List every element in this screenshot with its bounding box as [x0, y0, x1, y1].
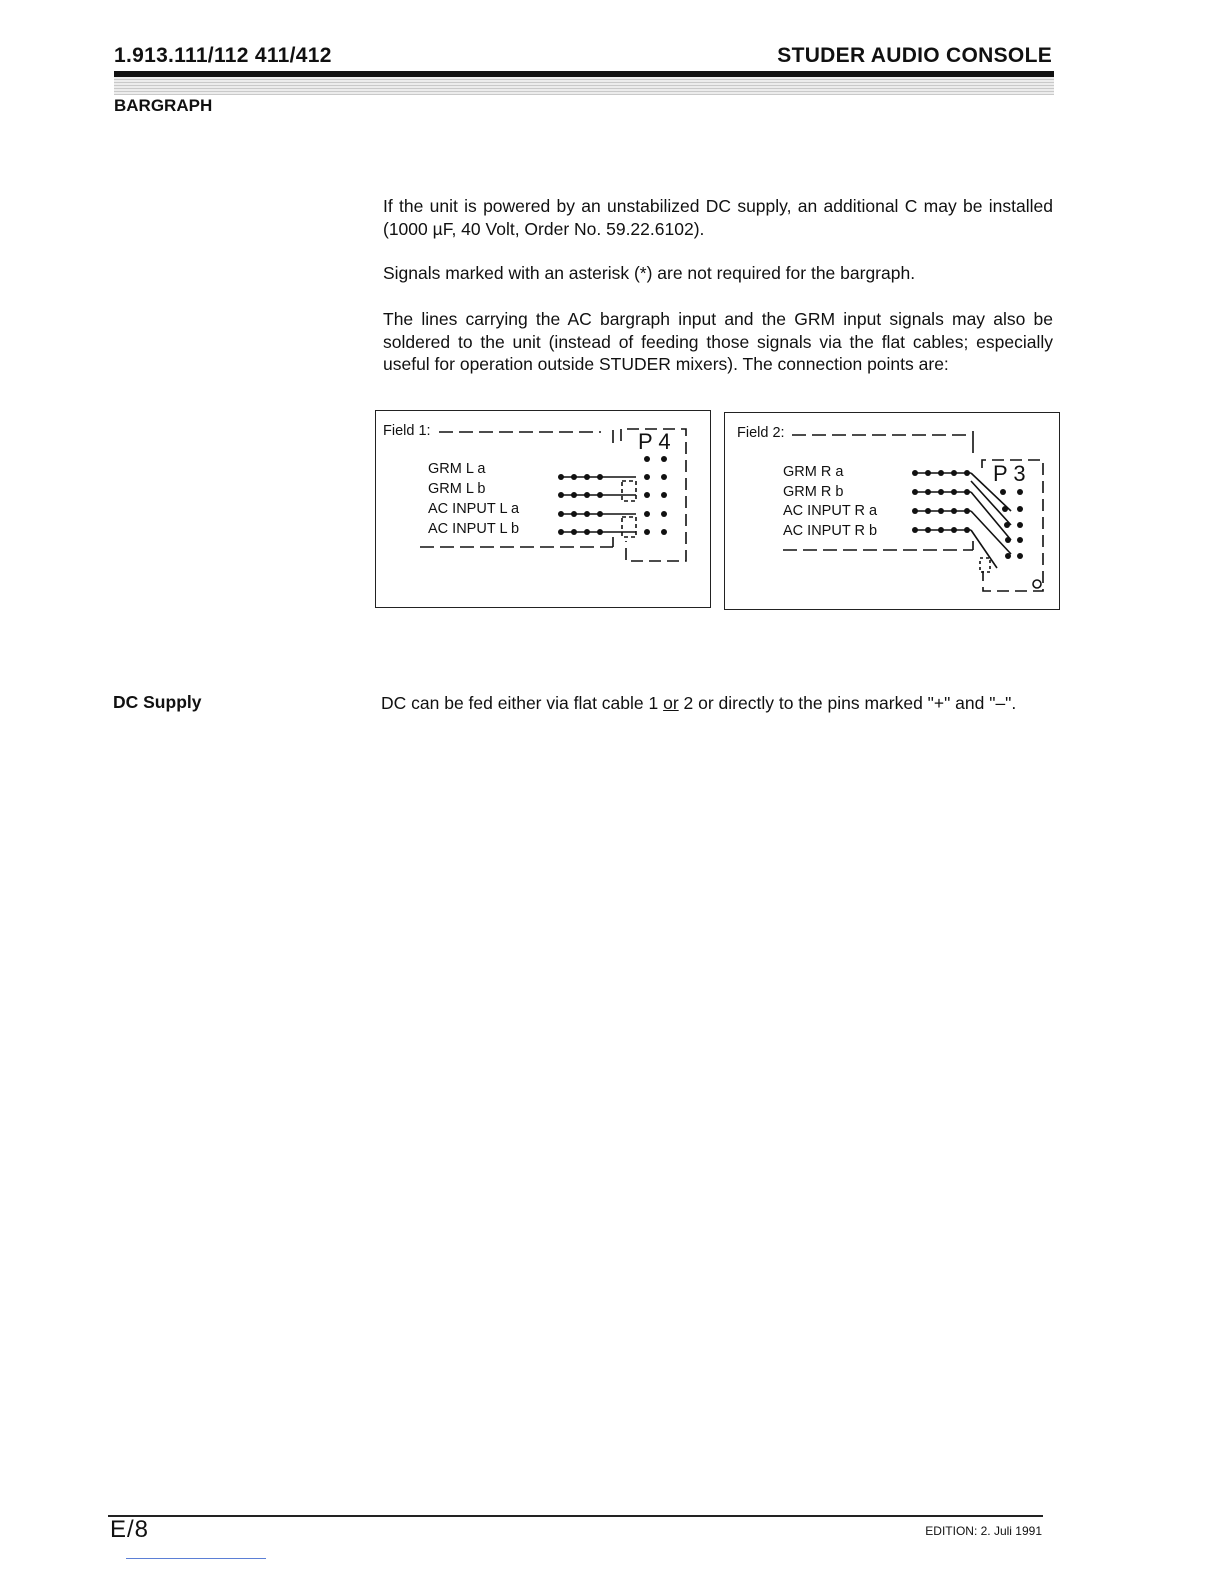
paragraph-power-supply: If the unit is powered by an unstabilized DC supply, an additional C may be installed (1000 µF, 40 Volt, Order No. 59.22.6102). — [383, 196, 1053, 239]
field-1-diagram — [375, 410, 711, 608]
signal-label: GRM R b — [783, 484, 844, 500]
dc-supply-heading: DC Supply — [113, 692, 202, 712]
signal-label: AC INPUT L b — [428, 521, 520, 537]
edition-date: EDITION: 2. Juli 1991 — [925, 1524, 1042, 1538]
field-2-label: Field 2: — [737, 425, 785, 441]
paragraph-asterisk-note: Signals marked with an asterisk (*) are not required for the bargraph. — [383, 263, 916, 283]
field-1-label: Field 1: — [383, 423, 431, 439]
signal-label: GRM R a — [783, 464, 844, 480]
signal-label: AC INPUT L a — [428, 501, 520, 517]
page-number: E/8 — [110, 1516, 150, 1543]
dc-supply-text-start: DC can be fed either via flat cable 1 — [381, 693, 664, 713]
signal-label: GRM L a — [428, 461, 486, 477]
paragraph-connection-points: The lines carrying the AC bargraph input and the GRM input signals may also be soldered to the unit (instead of feeding those signals via the flat cables; especially useful for operation outside STUDER mixers). The connection points are: — [383, 309, 1053, 374]
signal-label: AC INPUT R a — [783, 503, 878, 519]
section-title: BARGRAPH — [114, 96, 213, 115]
connector-p3-label: P 3 — [993, 461, 1026, 486]
dc-supply-text-end: 2 or directly to the pins marked "+" and "–". — [678, 693, 1017, 713]
footer-link-underline — [126, 1558, 266, 1559]
dc-supply-text — [381, 693, 1016, 714]
signal-label: GRM L b — [428, 481, 486, 497]
signal-label: AC INPUT R b — [783, 523, 878, 539]
product-title: STUDER AUDIO CONSOLE — [777, 44, 1052, 67]
field-2-diagram — [724, 412, 1060, 610]
dc-supply-text-or: or — [663, 693, 679, 713]
document-number: 1.913.111/112 411/412 — [114, 44, 332, 67]
footer-rule — [108, 1515, 1043, 1517]
header-shaded-band — [114, 77, 1054, 95]
connector-p4-label: P 4 — [638, 429, 671, 454]
field-2-wiring — [725, 413, 1061, 611]
